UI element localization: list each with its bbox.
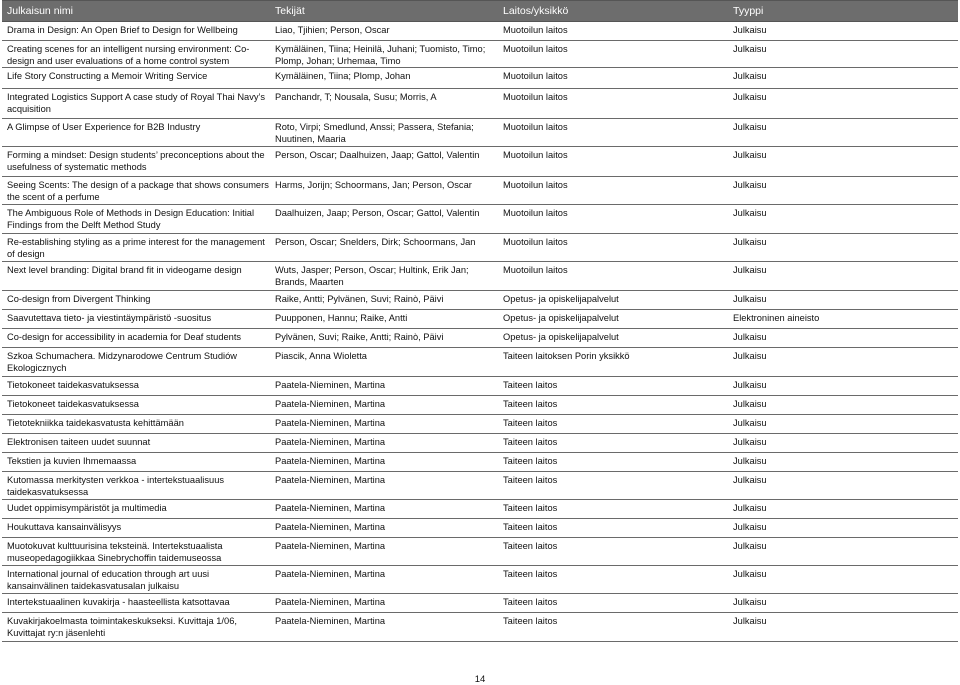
publication-authors: Paatela-Nieminen, Martina [275, 418, 386, 428]
publication-title: Intertekstuaalinen kuvakirja - haasteellista katsottavaa [7, 597, 230, 607]
page-number: 14 [474, 674, 486, 685]
publication-authors: Kymäläinen, Tiina; Plomp, Johan [275, 71, 411, 81]
publication-unit: Taiteen laitos [503, 522, 558, 532]
publication-type: Julkaisu [733, 475, 767, 485]
publication-title: A Glimpse of User Experience for B2B Industry [7, 122, 201, 132]
table-header [2, 0, 958, 22]
publication-type: Julkaisu [733, 597, 767, 607]
publication-unit: Muotoilun laitos [503, 208, 568, 218]
publication-type: Julkaisu [733, 332, 767, 342]
publication-authors: Paatela-Nieminen, Martina [275, 522, 386, 532]
publication-authors: Puupponen, Hannu; Raike, Antti [275, 313, 408, 323]
publication-unit: Taiteen laitoksen Porin yksikkö [503, 351, 630, 361]
table-row [2, 519, 958, 538]
publication-unit: Muotoilun laitos [503, 92, 568, 102]
table-row [2, 119, 958, 147]
publication-unit: Muotoilun laitos [503, 122, 568, 132]
publication-unit: Taiteen laitos [503, 456, 558, 466]
publication-title: The Ambiguous Role of Methods in Design Education: Initial Findings from the Delft Method Study [7, 208, 255, 230]
table-row [2, 453, 958, 472]
publication-type: Julkaisu [733, 456, 767, 466]
publication-title: Houkuttava kansainvälisyys [7, 522, 122, 532]
publication-authors: Piascik, Anna Wioletta [275, 351, 367, 361]
table-row [2, 147, 958, 177]
publication-title: Szkoa Schumachera. Midzynarodowe Centrum Studiów Ekologicznych [7, 351, 237, 373]
publication-type: Julkaisu [733, 237, 767, 247]
publication-authors: Paatela-Nieminen, Martina [275, 475, 386, 485]
publication-title: Next level branding: Digital brand fit in videogame design [7, 265, 242, 275]
publication-authors: Harms, Jorijn; Schoormans, Jan; Person, Oscar [275, 180, 472, 190]
publication-type: Julkaisu [733, 522, 767, 532]
publication-unit: Taiteen laitos [503, 541, 558, 551]
publication-unit: Opetus- ja opiskelijapalvelut [503, 332, 619, 342]
publication-title: International journal of education through art uusi kansainvälinen taidekasvatusalan julkaisu [7, 569, 210, 591]
publication-type: Julkaisu [733, 208, 767, 218]
publication-title: Life Story Constructing a Memoir Writing Service [7, 71, 208, 81]
publication-type: Elektroninen aineisto [733, 313, 820, 323]
publication-authors: Paatela-Nieminen, Martina [275, 569, 386, 579]
publication-title: Tietokoneet taidekasvatuksessa [7, 380, 139, 390]
publication-title: Tietotekniikka taidekasvatusta kehittämään [7, 418, 184, 428]
publication-unit: Opetus- ja opiskelijapalvelut [503, 294, 619, 304]
table-row [2, 415, 958, 434]
publication-title: Kutomassa merkitysten verkkoa - intertekstuaalisuus taidekasvatuksessa [7, 475, 225, 497]
publication-unit: Muotoilun laitos [503, 265, 568, 275]
publication-type: Julkaisu [733, 569, 767, 579]
publication-authors: Panchandr, T; Nousala, Susu; Morris, A [275, 92, 437, 102]
publication-type: Julkaisu [733, 44, 767, 54]
table-row [2, 434, 958, 453]
publication-type: Julkaisu [733, 399, 767, 409]
publication-title: Co-design from Divergent Thinking [7, 294, 151, 304]
table-row [2, 205, 958, 234]
publication-authors: Paatela-Nieminen, Martina [275, 541, 386, 551]
publication-title: Drama in Design: An Open Brief to Design for Wellbeing [7, 25, 238, 35]
publication-type: Julkaisu [733, 616, 767, 626]
publication-unit: Muotoilun laitos [503, 44, 568, 54]
publication-type: Julkaisu [733, 380, 767, 390]
publication-authors: Kymäläinen, Tiina; Heinilä, Juhani; Tuomisto, Timo; Plomp, Johan; Urhemaa, Timo [275, 44, 486, 66]
table-row [2, 613, 958, 642]
publication-unit: Taiteen laitos [503, 399, 558, 409]
publication-type: Julkaisu [733, 122, 767, 132]
table-row [2, 310, 958, 329]
publication-type: Julkaisu [733, 150, 767, 160]
table-body [2, 22, 958, 642]
publication-unit: Taiteen laitos [503, 418, 558, 428]
header-type: Tyyppi [733, 5, 764, 17]
publication-type: Julkaisu [733, 25, 767, 35]
publication-authors: Person, Oscar; Snelders, Dirk; Schoormans, Jan [275, 237, 476, 247]
publication-title: Uudet oppimisympäristöt ja multimedia [7, 503, 167, 513]
publication-authors: Daalhuizen, Jaap; Person, Oscar; Gattol, Valentin [275, 208, 480, 218]
publication-authors: Paatela-Nieminen, Martina [275, 437, 386, 447]
table-row [2, 22, 958, 41]
publication-unit: Opetus- ja opiskelijapalvelut [503, 313, 619, 323]
table-row [2, 89, 958, 119]
table-row [2, 538, 958, 566]
publication-type: Julkaisu [733, 265, 767, 275]
publication-title: Co-design for accessibility in academia for Deaf students [7, 332, 242, 342]
publication-unit: Taiteen laitos [503, 475, 558, 485]
publication-title: Muotokuvat kulttuurisina teksteinä. Intertekstuaalista museopedagogiikkaa Sinebrychoffin taidemuseossa [7, 541, 223, 563]
publication-unit: Muotoilun laitos [503, 237, 568, 247]
publication-authors: Raike, Antti; Pylvänen, Suvi; Rainò, Päivi [275, 294, 444, 304]
publication-type: Julkaisu [733, 418, 767, 428]
publication-unit: Taiteen laitos [503, 569, 558, 579]
table-row [2, 41, 958, 68]
table-row [2, 566, 958, 594]
publication-title: Saavutettava tieto- ja viestintäympäristö -suositus [7, 313, 212, 323]
publication-type: Julkaisu [733, 541, 767, 551]
publication-authors: Roto, Virpi; Smedlund, Anssi; Passera, Stefania; Nuutinen, Maaria [275, 122, 474, 144]
publication-title: Seeing Scents: The design of a package that shows consumers the scent of a perfume [7, 180, 269, 202]
publication-authors: Paatela-Nieminen, Martina [275, 503, 386, 513]
table-row [2, 291, 958, 310]
table-row [2, 234, 958, 262]
publication-title: Tekstien ja kuvien Ihmemaassa [7, 456, 137, 466]
table-row [2, 396, 958, 415]
publication-type: Julkaisu [733, 503, 767, 513]
publication-authors: Liao, Tjihien; Person, Oscar [275, 25, 390, 35]
publication-unit: Taiteen laitos [503, 437, 558, 447]
publication-authors: Person, Oscar; Daalhuizen, Jaap; Gattol, Valentin [275, 150, 480, 160]
publication-unit: Taiteen laitos [503, 616, 558, 626]
table-row [2, 68, 958, 89]
publication-type: Julkaisu [733, 71, 767, 81]
publication-title: Kuvakirjakoelmasta toimintakeskukseksi. Kuvittaja 1/06, Kuvittajat ry:n jäsenlehti [7, 616, 237, 638]
publication-title: Elektronisen taiteen uudet suunnat [7, 437, 151, 447]
table-row [2, 177, 958, 205]
publication-authors: Wuts, Jasper; Person, Oscar; Hultink, Erik Jan; Brands, Maarten [275, 265, 469, 287]
publication-authors: Pylvänen, Suvi; Raike, Antti; Rainò, Päivi [275, 332, 444, 342]
publication-type: Julkaisu [733, 92, 767, 102]
publication-unit: Muotoilun laitos [503, 150, 568, 160]
publication-unit: Taiteen laitos [503, 380, 558, 390]
table-row [2, 472, 958, 500]
publication-title: Creating scenes for an intelligent nursing environment: Co-design and user evaluations of a home control system [7, 44, 250, 66]
publication-title: Integrated Logistics Support A case study of Royal Thai Navy’s acquisition [7, 92, 266, 114]
publication-title: Tietokoneet taidekasvatuksessa [7, 399, 139, 409]
publication-authors: Paatela-Nieminen, Martina [275, 456, 386, 466]
publication-unit: Taiteen laitos [503, 503, 558, 513]
header-unit: Laitos/yksikkö [503, 5, 569, 17]
table-row [2, 262, 958, 291]
publication-unit: Taiteen laitos [503, 597, 558, 607]
table-row [2, 500, 958, 519]
header-title: Julkaisun nimi [7, 5, 73, 17]
publication-type: Julkaisu [733, 437, 767, 447]
publication-unit: Muotoilun laitos [503, 180, 568, 190]
publication-type: Julkaisu [733, 294, 767, 304]
publication-title: Forming a mindset: Design students’ preconceptions about the usefulness of systematic methods [7, 150, 265, 172]
table-row [2, 329, 958, 348]
publications-page [2, 0, 958, 642]
publication-title: Re-establishing styling as a prime interest for the management of design [7, 237, 265, 259]
table-row [2, 377, 958, 396]
publication-authors: Paatela-Nieminen, Martina [275, 597, 386, 607]
table-row [2, 348, 958, 377]
table-row [2, 594, 958, 613]
header-authors: Tekijät [275, 5, 305, 17]
publication-type: Julkaisu [733, 351, 767, 361]
publication-authors: Paatela-Nieminen, Martina [275, 380, 386, 390]
publication-authors: Paatela-Nieminen, Martina [275, 616, 386, 626]
publication-authors: Paatela-Nieminen, Martina [275, 399, 386, 409]
publication-unit: Muotoilun laitos [503, 71, 568, 81]
publication-type: Julkaisu [733, 180, 767, 190]
publication-unit: Muotoilun laitos [503, 25, 568, 35]
